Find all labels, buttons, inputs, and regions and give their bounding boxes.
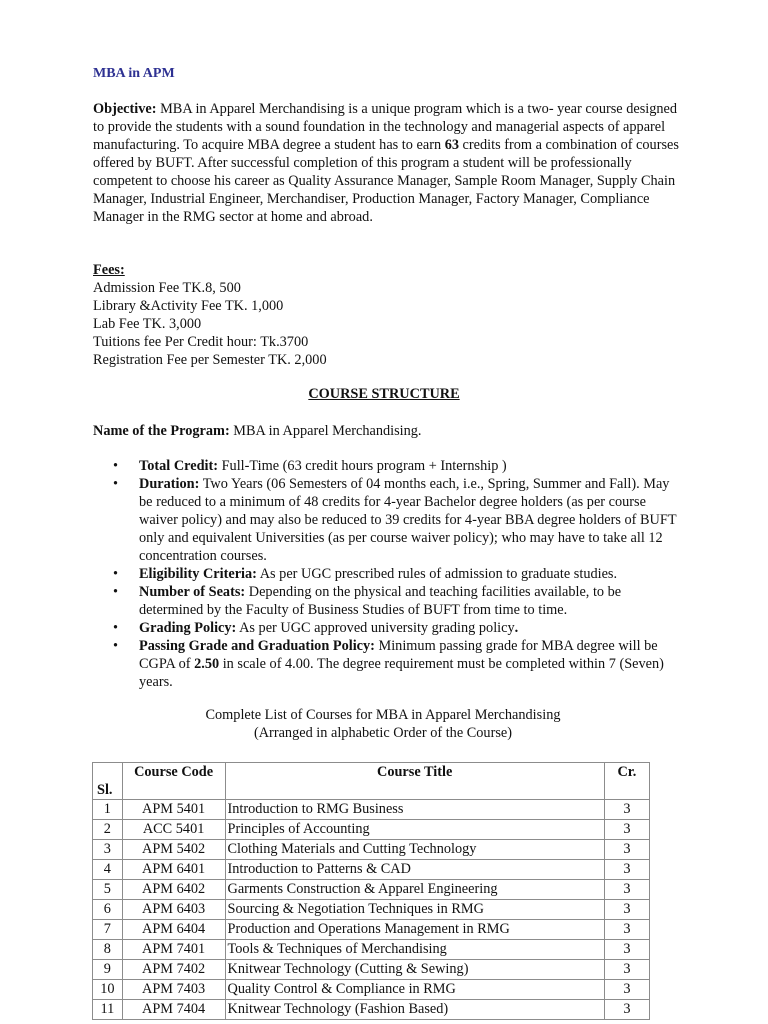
bullet-icon: • [113, 566, 119, 582]
cell-code: APM 7404 [122, 1000, 225, 1020]
cell-credit: 3 [604, 800, 649, 820]
cell-credit: 3 [604, 1000, 649, 1020]
table-row [93, 820, 650, 840]
table-row [93, 940, 650, 960]
cell-code: APM 7401 [122, 940, 225, 960]
cell-credit: 3 [604, 880, 649, 900]
cell-code: APM 6402 [122, 880, 225, 900]
cell-title: Quality Control & Compliance in RMG [225, 980, 604, 1000]
detail-label: Number of Seats: [139, 584, 246, 600]
cell-title: Knitwear Technology (Cutting & Sewing) [225, 960, 604, 980]
list-item [93, 457, 683, 475]
fee-item: Library &Activity Fee TK. 1,000 [93, 298, 284, 314]
cell-credit: 3 [604, 920, 649, 940]
bullet-icon: • [113, 476, 119, 492]
fee-item: Tuitions fee Per Credit hour: Tk.3700 [93, 334, 309, 350]
course-structure-heading [0, 385, 768, 403]
objective-text-1: MBA in Apparel Merchandising is a unique program which is a two- year course designed to provide the students with a sound foundation in the technology and managerial aspects of apparel manufacturing. To acquire MBA degree a student has to earn [93, 101, 678, 153]
detail-label: Passing Grade and Graduation Policy: [139, 638, 375, 654]
detail-suffix: . [514, 620, 519, 636]
cell-title: Garments Construction & Apparel Engineering [225, 880, 604, 900]
cell-sl: 10 [93, 980, 123, 1000]
detail-text: Two Years (06 Semesters of 04 months each, i.e., Spring, Summer and Fall). May be reduced to a minimum of 48 credits for 4-year Bachelor degree holders (as per course waiver policy) and may also be reduced to 39 credits for 4-year BBA degree holders of BUFT only and equivalent Universities (as per course waiver policy); who may have to take all 12 concentration courses. [139, 476, 677, 564]
fee-item: Registration Fee per Semester TK. 2,000 [93, 352, 327, 368]
cell-sl: 6 [93, 900, 123, 920]
cell-sl: 3 [93, 840, 123, 860]
cell-title: Sourcing & Negotiation Techniques in RMG [225, 900, 604, 920]
fees-heading: Fees: [93, 262, 125, 278]
fees-section [93, 261, 683, 369]
list-item [93, 619, 683, 637]
fee-item: Admission Fee TK.8, 500 [93, 280, 241, 296]
detail-label: Total Credit: [139, 458, 219, 474]
program-label: Name of the Program: [93, 423, 230, 439]
cell-title: Introduction to Patterns & CAD [225, 860, 604, 880]
cell-credit: 3 [604, 980, 649, 1000]
detail-text: Full-Time (63 credit hours program + Internship ) [218, 458, 507, 474]
detail-text: As per UGC prescribed rules of admission to graduate studies. [256, 566, 618, 582]
table-row [93, 960, 650, 980]
bullet-icon: • [113, 584, 119, 600]
course-table [92, 762, 650, 1020]
detail-label: Duration: [139, 476, 200, 492]
objective-paragraph [93, 100, 683, 226]
cell-sl: 5 [93, 880, 123, 900]
detail-label: Eligibility Criteria: [139, 566, 257, 582]
cell-credit: 3 [604, 860, 649, 880]
program-value: MBA in Apparel Merchandising. [229, 423, 422, 439]
table-row [93, 980, 650, 1000]
cell-code: APM 5402 [122, 840, 225, 860]
cell-code: ACC 5401 [122, 820, 225, 840]
objective-text-2: credits from a combination of courses offered by BUFT. After successful completion of this program a student will be professionally competent to choose his career as Quality Assurance Manager, Sample Room Manager, Supply Chain Manager, Industrial Engineer, Merchandiser, Production Manager, Factory Manager, Compliance Manager in the RMG sector at home and abroad. [93, 137, 679, 225]
program-details-list [93, 457, 683, 691]
caption-line-1: Complete List of Courses for MBA in Apparel Merchandising [205, 707, 561, 723]
table-header-row [93, 763, 650, 800]
cell-code: APM 6401 [122, 860, 225, 880]
cell-title: Tools & Techniques of Merchandising [225, 940, 604, 960]
detail-label: Grading Policy: [139, 620, 237, 636]
list-item [93, 583, 683, 619]
table-row [93, 800, 650, 820]
list-item [93, 475, 683, 565]
detail-text: Minimum passing grade for MBA degree will be CGPA of [139, 638, 658, 672]
cell-title: Production and Operations Management in RMG [225, 920, 604, 940]
cell-title: Principles of Accounting [225, 820, 604, 840]
cell-sl: 9 [93, 960, 123, 980]
cell-sl: 4 [93, 860, 123, 880]
cell-sl: 11 [93, 1000, 123, 1020]
detail-text: Depending on the physical and teaching facilities available, to be determined by the Faculty of Business Studies of BUFT from time to time. [139, 584, 622, 618]
table-row [93, 900, 650, 920]
header-credit: Cr. [604, 763, 649, 800]
detail-text: As per UGC approved university grading policy [236, 620, 515, 636]
cell-title: Introduction to RMG Business [225, 800, 604, 820]
cell-sl: 7 [93, 920, 123, 940]
table-body [93, 800, 650, 1020]
page-title: MBA in APM [93, 66, 175, 81]
cell-code: APM 7403 [122, 980, 225, 1000]
course-structure-text: COURSE STRUCTURE [308, 386, 460, 402]
cell-credit: 3 [604, 940, 649, 960]
course-list-caption [0, 706, 768, 742]
table-row [93, 840, 650, 860]
cell-code: APM 6403 [122, 900, 225, 920]
table-row [93, 880, 650, 900]
bullet-icon: • [113, 620, 119, 636]
header-course-code: Course Code [122, 763, 225, 800]
cell-sl: 2 [93, 820, 123, 840]
cell-code: APM 5401 [122, 800, 225, 820]
cell-code: APM 7402 [122, 960, 225, 980]
header-course-title: Course Title [225, 763, 604, 800]
cell-sl: 1 [93, 800, 123, 820]
cell-title: Knitwear Technology (Fashion Based) [225, 1000, 604, 1020]
detail-cgpa: 2.50 [194, 656, 220, 672]
table-row [93, 920, 650, 940]
objective-label: Objective: [93, 101, 157, 117]
cell-title: Clothing Materials and Cutting Technology [225, 840, 604, 860]
objective-credits: 63 [444, 137, 459, 153]
bullet-icon: • [113, 458, 119, 474]
cell-credit: 3 [604, 900, 649, 920]
bullet-icon: • [113, 638, 119, 654]
table-row [93, 1000, 650, 1020]
caption-line-2: (Arranged in alphabetic Order of the Course) [253, 725, 513, 741]
list-item [93, 637, 683, 691]
cell-credit: 3 [604, 960, 649, 980]
program-name [93, 422, 683, 440]
list-item [93, 565, 683, 583]
fee-item: Lab Fee TK. 3,000 [93, 316, 202, 332]
cell-sl: 8 [93, 940, 123, 960]
cell-credit: 3 [604, 820, 649, 840]
table-row [93, 860, 650, 880]
header-sl: Sl. [93, 763, 123, 800]
cell-credit: 3 [604, 840, 649, 860]
detail-text-after: in scale of 4.00. The degree requirement must be completed within 7 (Seven) years. [139, 656, 664, 690]
cell-code: APM 6404 [122, 920, 225, 940]
